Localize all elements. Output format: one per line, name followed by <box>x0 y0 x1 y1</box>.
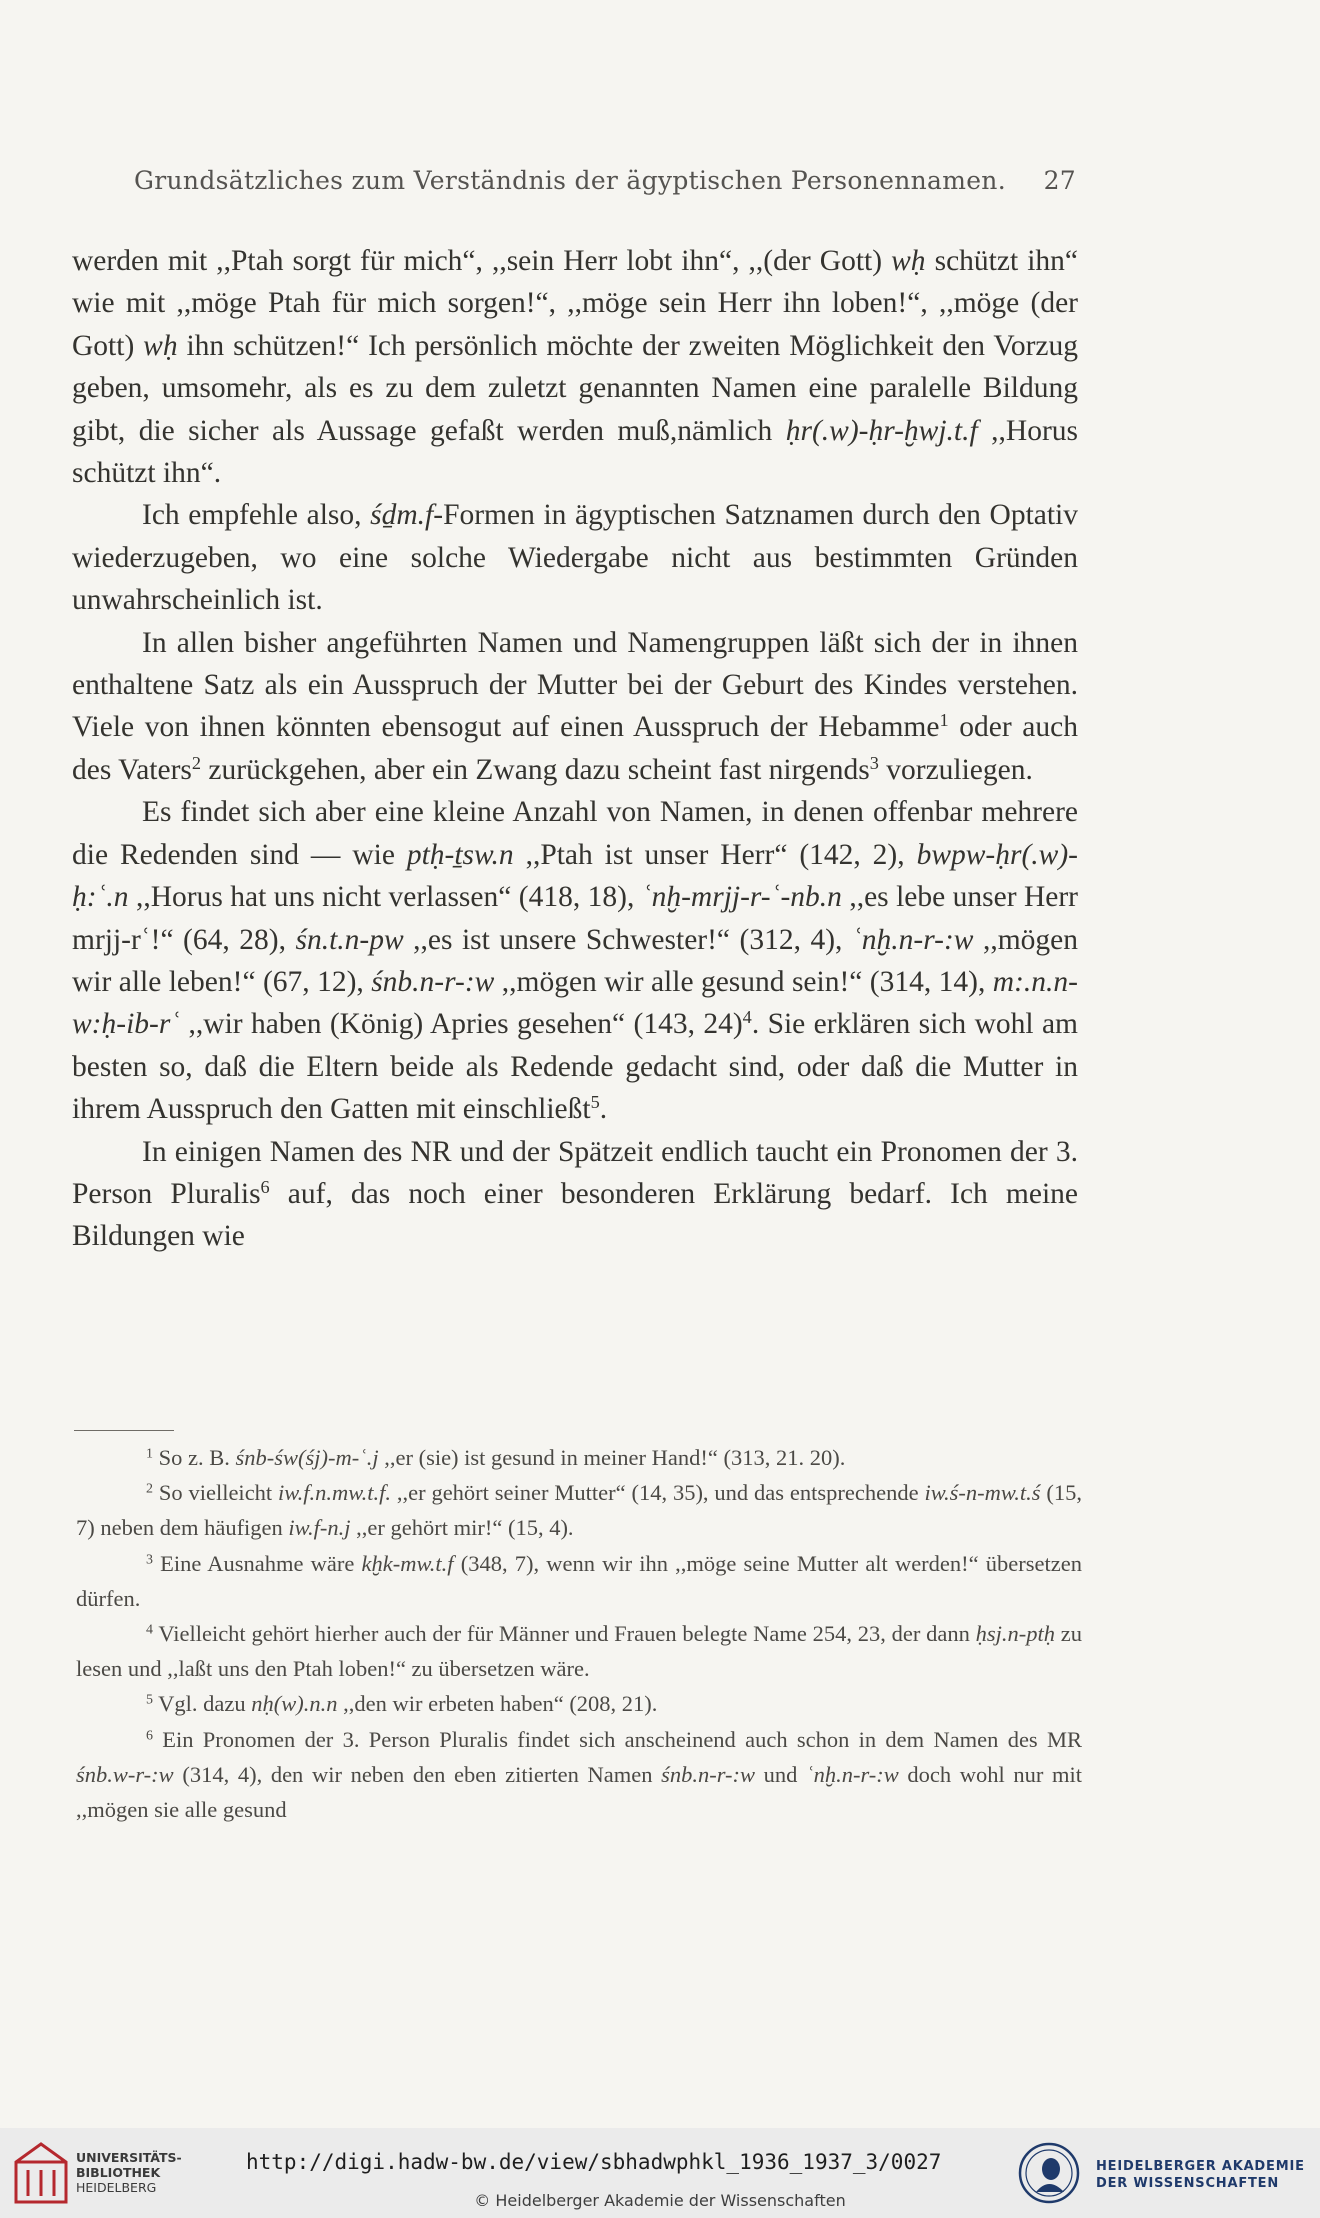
running-head <box>134 166 1076 195</box>
footnote-3: $^3$ Eine Ausnahme wäre kḫk-mw.t.f (348, 7), wenn wir ihn ,,möge seine Mutter alt werden!“ übersetzen dürfen. <box>76 1550 1082 1611</box>
university-library-name: UNIVERSITÄTS- BIBLIOTHEK HEIDELBERG <box>76 2150 182 2195</box>
footnote-divider <box>74 1430 174 1431</box>
footnote-5: $^5$ Vgl. dazu nḥ(w).n.n ,,den wir erbeten haben“ (208, 21). <box>146 1691 658 1717</box>
academy-seal-icon[interactable] <box>1018 2142 1080 2204</box>
footnote-ref-1: 1 <box>939 710 949 731</box>
footnotes <box>76 1440 1082 1827</box>
footnote-ref-6: 6 <box>260 1176 270 1197</box>
paragraph-3: In allen bisher angeführten Namen und Namengruppen läßt sich der in ihnen enthaltene Satz als ein Ausspruch der Mutter bei der Geburt des Kindes verstehen. Viele von ihnen könnten ebensogut auf einen Ausspruch der Hebamme$^1$ oder auch des Vaters$^2$ zurückgehen, aber ein Zwang dazu scheint fast nirgends$^3$ vorzuliegen. <box>72 626 1078 786</box>
footnote-6: $^6$ Ein Pronomen der 3. Person Pluralis findet sich anscheinend auch schon in dem Namen des MR śnb.w-r-:w (314, 4), den wir neben den eben zitierten Namen śnb.n-r-:w und ʿnḫ.n-r-:w doch wohl nur mit ,,mögen sie alle gesund <box>76 1726 1083 1823</box>
footnote-1: $^1$ So z. B. śnb-św(śj)-m-ʿ.j ,,er (sie) ist gesund in meiner Hand!“ (313, 21. 20). <box>146 1445 846 1470</box>
footnote-2: $^2$ So vielleicht iw.f.n.mw.t.f. ,,er gehört seiner Mutter“ (14, 35), und das entsprechende iw.ś-n-mw.t.ś (15, 7) neben dem häufigen iw.f-n.j ,,er gehört mir!“ (15, 4). <box>76 1480 1082 1541</box>
footnote-4: $^4$ Vielleicht gehört hierher auch der für Männer und Frauen belegte Name 254, 23, der dann ḥsj.n-ptḥ zu lesen und ,,laßt uns den Ptah loben!“ zu übersetzen wäre. <box>76 1621 1082 1682</box>
footnote-ref-3: 3 <box>869 752 879 773</box>
paragraph-5: In einigen Namen des NR und der Spätzeit endlich taucht ein Pronomen der 3. Person Pluralis$^6$ auf, das noch einer besonderen Erklärung bedarf. Ich meine Bildungen wie <box>72 1135 1078 1253</box>
main-text <box>72 240 1078 1258</box>
footnote-ref-2: 2 <box>191 752 202 773</box>
footnote-ref-4: 4 <box>742 1007 752 1028</box>
academy-name: HEIDELBERGER AKADEMIE DER WISSENSCHAFTEN <box>1096 2159 1305 2191</box>
copyright-notice: © Heidelberger Akademie der Wissenschaften <box>474 2191 846 2210</box>
running-title: Grundsätzliches zum Verständnis der ägyptischen Personennamen. <box>134 166 1006 195</box>
paragraph-1: werden mit ,,Ptah sorgt für mich“, ,,sein Herr lobt ihn“, ,,(der Gott) wḥ schützt ihn“ wie mit ,,möge Ptah für mich sorgen!“, ,,möge sein Herr ihn loben!“, ,,möge (der Gott) wḥ ihn schützen!“ Ich persönlich möchte der zweiten Möglichkeit den Vorzug geben, umsomehr, als es zu dem zuletzt genannten Namen eine paralelle Bildung gibt, die sicher als Aussage gefaßt werden muß,nämlich ḥr(.w)-ḥr-ḫwj.t.f ,,Horus schützt ihn“. <box>72 245 1078 490</box>
paragraph-4: Es findet sich aber eine kleine Anzahl von Namen, in denen offenbar mehrere die Redenden sind — wie ptḥ-ṯsw.n ,,Ptah ist unser Herr“ (142, 2), bwpw-ḥr(.w)-ḥ:ʿ.n ,,Horus hat uns nicht verlassen“ (418, 18), ʿnḫ-mrjj-r-ʿ-nb.n ,,es lebe unser Herr mrjj-rʿ!“ (64, 28), śn.t.n-pw ,,es ist unsere Schwester!“ (312, 4), ʿnḫ.n-r-:w ,,mögen wir alle leben!“ (67, 12), śnb.n-r-:w ,,mögen wir alle gesund sein!“ (314, 14), m:.n.n-w:ḥ-ib-rʿ ,,wir haben (König) Apries gesehen“ (143, 24)$^4$. Sie erklären sich wohl am besten so, daß die Eltern beide als Redende gedacht sind, oder daß die Mutter in ihrem Ausspruch den Gatten mit einschließt$^5$. <box>72 796 1078 1126</box>
footer-bar <box>0 2128 1320 2218</box>
permalink-url[interactable]: http://digi.hadw-bw.de/view/sbhadwphkl_1936_1937_3/0027 <box>246 2150 942 2174</box>
paragraph-2: Ich empfehle also, śḏm.f-Formen in ägyptischen Satznamen durch den Optativ wiederzugeben, wo eine solche Wiedergabe nicht aus bestimmten Gründen unwahrscheinlich ist. <box>72 499 1078 617</box>
page-number: 27 <box>1043 166 1076 195</box>
footnote-ref-5: 5 <box>590 1092 600 1113</box>
